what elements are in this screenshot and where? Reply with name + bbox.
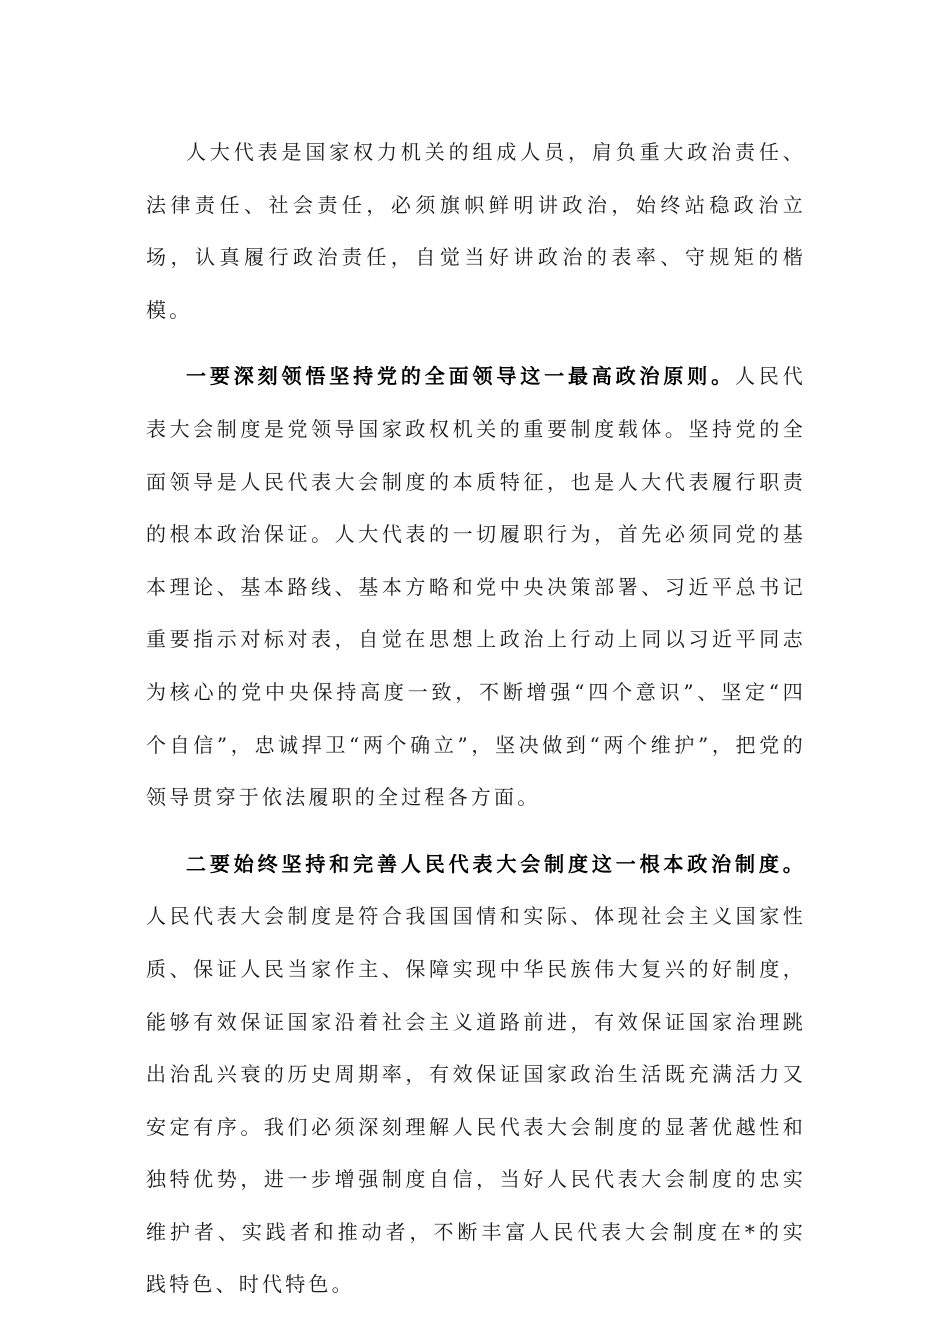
paragraph-point-one bbox=[146, 350, 806, 823]
paragraph-lead: 二要始终坚持和完善人民代表大会制度这一根本政治制度。 bbox=[186, 851, 806, 876]
paragraph-intro bbox=[146, 126, 806, 336]
paragraph-lead: 一要深刻领悟坚持党的全面领导这一最高政治原则。 bbox=[186, 364, 736, 389]
document-body bbox=[146, 126, 806, 1325]
paragraph-text: 人民代表大会制度是党领导国家政权机关的重要制度载体。坚持党的全面领导是人民代表大会制度的本质特征，也是人大代表履行职责的根本政治保证。人大代表的一切履职行为，首先必须同党的基本理论、基本路线、基本方略和党中央决策部署、习近平总书记重要指示对标对表，自觉在思想上政治上行动上同以习近平同志为核心的党中央保持高度一致，不断增强“四个意识”、坚定“四个自信”，忠诚捍卫“两个确立”，坚决做到“两个维护”，把党的领导贯穿于依法履职的全过程各方面。 bbox=[146, 364, 806, 810]
paragraph-point-two bbox=[146, 838, 806, 1311]
paragraph-text: 人大代表是国家权力机关的组成人员，肩负重大政治责任、法律责任、社会责任，必须旗帜鲜明讲政治，始终站稳政治立场，认真履行政治责任，自觉当好讲政治的表率、守规矩的楷模。 bbox=[146, 140, 806, 322]
paragraph-text: 人民代表大会制度是符合我国国情和实际、体现社会主义国家性质、保证人民当家作主、保障实现中华民族伟大复兴的好制度，能够有效保证国家沿着社会主义道路前进，有效保证国家治理跳出治乱兴衰的历史周期率，有效保证国家政治生活既充满活力又安定有序。我们必须深刻理解人民代表大会制度的显著优越性和独特优势，进一步增强制度自信，当好人民代表大会制度的忠实维护者、实践者和推动者，不断丰富人民代表大会制度在*的实践特色、时代特色。 bbox=[146, 904, 806, 1297]
